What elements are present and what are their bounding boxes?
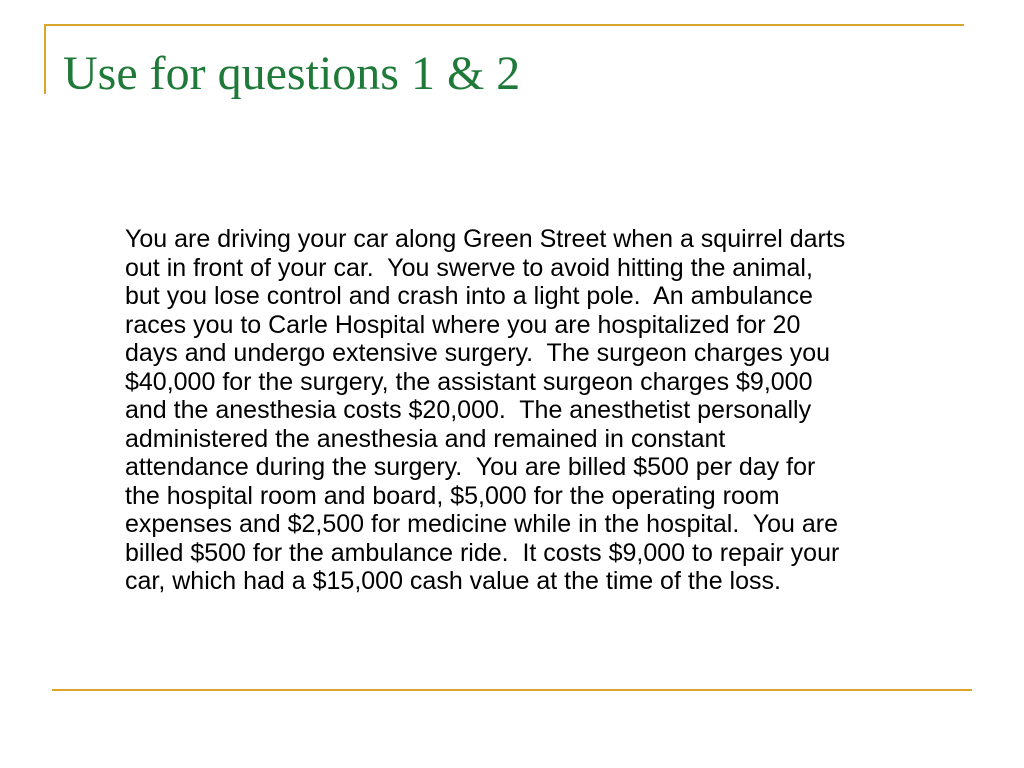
scenario-line: and the anesthesia costs $20,000. The anesthetist personally — [125, 396, 812, 424]
scenario-line: billed $500 for the ambulance ride. It costs $9,000 to repair your — [125, 538, 840, 567]
left-rule — [44, 24, 46, 94]
scenario-line: out in front of your car. You swerve to avoid hitting the animal, — [125, 253, 813, 282]
scenario-line: $40,000 for the surgery, the assistant surgeon charges $9,000 — [125, 367, 813, 396]
top-rule — [44, 24, 964, 26]
scenario-line: races you to Carle Hospital where you are hospitalized for 20 — [125, 310, 801, 339]
scenario-line: the hospital room and board, $5,000 for the operating room — [125, 481, 780, 510]
scenario-line: days and undergo extensive surgery. The surgeon charges you — [125, 339, 831, 367]
scenario-line: attendance during the surgery. You are billed $500 per day for — [125, 453, 816, 481]
scenario-line: administered the anesthesia and remained in constant — [125, 424, 726, 453]
scenario-line: car, which had a $15,000 cash value at the time of the loss. — [125, 567, 781, 595]
bottom-rule — [52, 689, 972, 691]
scenario-text — [125, 225, 991, 596]
scenario-line: but you lose control and crash into a light pole. An ambulance — [125, 282, 813, 310]
slide-title: Use for questions 1 & 2 — [63, 47, 521, 100]
scenario-line: expenses and $2,500 for medicine while in the hospital. You are — [125, 510, 838, 538]
scenario-line: You are driving your car along Green Street when a squirrel darts — [125, 225, 846, 253]
